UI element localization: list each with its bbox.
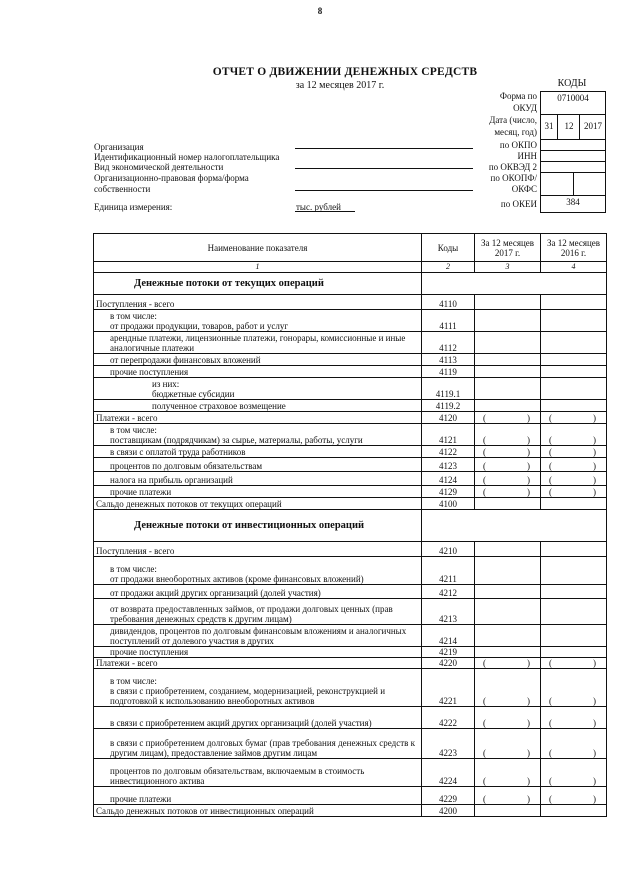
page-number: 8 [317,6,323,16]
col-num-4: 4 [541,262,607,273]
row-2016-cell [541,498,607,510]
row-2016-cell [541,658,607,669]
inn-label: Идентификационный номер налогоплательщика [94,152,280,162]
row-2016-cell [541,787,607,805]
table-row [94,366,607,378]
row-2016-cell [541,458,607,472]
okei-code: 384 [541,195,605,212]
row-2016-cell [541,446,607,458]
paren-cell [477,487,538,497]
row-2016-cell [541,400,607,412]
row-code: 4113 [422,354,475,366]
paren-open: ( [549,413,552,423]
paren-cell [477,776,538,786]
row-label-text: поставщикам (подрядчикам) за сырье, материалы, работы, услуги [110,435,363,445]
paren-close: ) [527,794,530,804]
row-label [94,310,422,332]
row-code: 4229 [422,787,475,805]
row-label-text: в связи с приобретением, созданием, модернизацией, реконструкцией и подготовкой к использованию внеоборотных активов [110,686,386,706]
legal-form-label-1: Организационно-правовая форма/форма [94,173,249,183]
paren-open: ( [549,435,552,445]
paren-cell [477,794,538,804]
table-row [94,658,607,669]
paren-open: ( [483,696,486,706]
row-2017-cell [475,295,541,310]
row-code: 4110 [422,295,475,310]
table-row [94,805,607,817]
activity-label: Вид экономической деятельности [94,162,224,172]
row-label: Платежи - всего [94,658,422,669]
form-label-1: Форма по [499,91,537,101]
column-number-row [94,262,607,273]
legal-form-label-2: собственности [94,184,151,194]
row-2017-cell [475,424,541,446]
row-2016-cell [541,669,607,707]
paren-close: ) [593,748,596,758]
row-label [94,378,422,400]
date-cells [541,114,605,139]
row-label: прочие платежи [94,486,422,498]
row-2016-cell [541,472,607,486]
row-code: 4223 [422,729,475,759]
row-2017-cell [475,472,541,486]
paren-close: ) [593,794,596,804]
row-2017-cell [475,412,541,424]
okei-label: по ОКЕИ [500,199,537,209]
org-label: Организация [94,142,144,152]
row-label: прочие платежи [94,787,422,805]
table-row [94,400,607,412]
row-code: 4224 [422,759,475,787]
paren-open: ( [483,776,486,786]
row-2017-cell [475,354,541,366]
paren-open: ( [483,475,486,485]
row-2016-cell [541,625,607,647]
row-2016-cell [541,557,607,585]
row-code: 4122 [422,446,475,458]
org-line [295,148,473,149]
table-row [94,295,607,310]
paren-close: ) [527,748,530,758]
codes-box [540,91,606,213]
row-2016-cell [541,310,607,332]
paren-close: ) [527,435,530,445]
row-label: прочие поступления [94,647,422,658]
date-label-1: Дата (число, [489,115,537,125]
row-2017-cell [475,729,541,759]
row-code: 4221 [422,669,475,707]
row-code: 4211 [422,557,475,585]
row-code: 4123 [422,458,475,472]
section-row [94,510,607,542]
paren-cell [477,658,538,668]
paren-close: ) [593,487,596,497]
row-2016-cell [541,486,607,498]
section-current-title: Денежные потоки от текущих операций [94,273,422,295]
paren-open: ( [483,435,486,445]
report-period: за 12 месяцев 2017 г. [295,80,385,91]
row-2017-cell [475,378,541,400]
row-label-text: от продажи продукции, товаров, работ и услуг [110,321,289,331]
row-label: Платежи - всего [94,412,422,424]
okpo-label: по ОКПО [499,140,537,150]
okopf-label-2: ОКФС [511,184,537,194]
table-row [94,542,607,557]
table-row [94,599,607,625]
inn-code-label: ИНН [517,151,537,161]
form-label-2: ОКУД [513,103,537,113]
row-code: 4213 [422,599,475,625]
row-2017-cell [475,658,541,669]
row-2016-cell [541,585,607,599]
paren-close: ) [593,658,596,668]
row-2017-cell [475,542,541,557]
row-code: 4219 [422,647,475,658]
row-code: 4100 [422,498,475,510]
row-2016-cell [541,805,607,817]
row-2016-cell [541,707,607,729]
row-2016-cell [541,412,607,424]
table-row [94,729,607,759]
row-2017-cell [475,707,541,729]
table-row [94,378,607,400]
row-label: от перепродажи финансовых вложений [94,354,422,366]
paren-cell [543,776,604,786]
col-num-1: 1 [94,262,422,273]
paren-cell [477,435,538,445]
row-prefix: из них: [152,379,180,389]
table-row [94,354,607,366]
activity-line [295,168,473,169]
row-label: в связи с оплатой труда работников [94,446,422,458]
table-header-row [94,234,607,262]
row-2016-cell [541,378,607,400]
row-code: 4119 [422,366,475,378]
row-2017-cell [475,669,541,707]
row-prefix: в том числе: [110,564,157,574]
table-row [94,486,607,498]
row-label: процентов по долговым обязательствам [94,458,422,472]
legal-form-line [295,190,473,191]
row-code: 4124 [422,472,475,486]
paren-open: ( [483,794,486,804]
row-2017-cell [475,599,541,625]
header-code: Коды [422,234,475,262]
paren-cell [477,461,538,471]
table-row [94,446,607,458]
table-row [94,625,607,647]
row-2016-cell [541,647,607,658]
unit-value: тыс. рублей [296,202,341,212]
row-label: арендные платежи, лицензионные платежи, гонорары, комиссионные и иные аналогичные платежи [94,332,422,354]
paren-cell [543,696,604,706]
row-2017-cell [475,625,541,647]
row-2016-cell [541,599,607,625]
paren-open: ( [483,447,486,457]
row-2017-cell [475,787,541,805]
row-prefix: в том числе: [110,425,157,435]
table-row [94,412,607,424]
paren-close: ) [527,718,530,728]
okud-code: 0710004 [557,93,589,103]
codes-header: КОДЫ [557,78,587,89]
row-label [94,424,422,446]
row-label [94,557,422,585]
row-2016-cell [541,424,607,446]
row-label: Поступления - всего [94,295,422,310]
paren-close: ) [527,487,530,497]
table-row [94,498,607,510]
header-name: Наименование показателя [94,234,422,262]
paren-close: ) [593,718,596,728]
row-2016-cell [541,295,607,310]
row-2017-cell [475,458,541,472]
cash-flow-table [93,233,607,817]
row-code: 4212 [422,585,475,599]
paren-cell [477,413,538,423]
row-label: в связи с приобретением долговых бумаг (прав требования денежных средств к другим лицам), предоставление займов другим лицам [94,729,422,759]
row-code: 4120 [422,412,475,424]
table-row [94,669,607,707]
header-2016: За 12 месяцев 2016 г. [541,234,607,262]
row-prefix: в том числе: [110,311,157,321]
paren-close: ) [593,435,596,445]
paren-open: ( [483,718,486,728]
row-2017-cell [475,647,541,658]
date-label-2: месяц, год) [494,127,537,137]
row-2016-cell [541,332,607,354]
paren-cell [477,475,538,485]
row-2016-cell [541,542,607,557]
row-2017-cell [475,759,541,787]
table-row [94,759,607,787]
row-prefix: в том числе: [110,676,157,686]
paren-close: ) [527,696,530,706]
section-invest-title: Денежные потоки от инвестиционных операций [94,510,422,542]
paren-open: ( [549,718,552,728]
paren-cell [477,447,538,457]
paren-close: ) [527,658,530,668]
paren-cell [477,718,538,728]
row-2017-cell [475,400,541,412]
table-row [94,585,607,599]
row-code: 4112 [422,332,475,354]
paren-open: ( [549,447,552,457]
report-title: ОТЧЕТ О ДВИЖЕНИИ ДЕНЕЖНЫХ СРЕДСТВ [212,66,478,78]
paren-close: ) [593,413,596,423]
table-row [94,647,607,658]
okfs-cell [573,173,606,196]
row-code: 4119.2 [422,400,475,412]
col-num-2: 2 [422,262,475,273]
table-row [94,707,607,729]
paren-open: ( [549,658,552,668]
paren-cell [543,748,604,758]
paren-close: ) [593,776,596,786]
paren-cell [543,794,604,804]
row-2017-cell [475,585,541,599]
date-month: 12 [557,115,580,139]
paren-cell [543,447,604,457]
row-2016-cell [541,759,607,787]
row-label: налога на прибыль организаций [94,472,422,486]
paren-open: ( [483,658,486,668]
paren-cell [543,487,604,497]
paren-open: ( [549,461,552,471]
paren-cell [543,658,604,668]
row-code: 4200 [422,805,475,817]
okved-label: по ОКВЭД 2 [488,162,537,172]
row-label: Сальдо денежных потоков от инвестиционных операций [94,805,422,817]
paren-close: ) [527,413,530,423]
row-label: процентов по долговым обязательствам, включаемым в стоимость инвестиционного актива [94,759,422,787]
row-2017-cell [475,805,541,817]
row-label: Поступления - всего [94,542,422,557]
unit-label: Единица измерения: [94,202,173,212]
paren-close: ) [593,461,596,471]
row-code: 4210 [422,542,475,557]
table-row [94,787,607,805]
row-label: Сальдо денежных потоков от текущих операций [94,498,422,510]
paren-cell [543,435,604,445]
paren-cell [543,461,604,471]
row-2017-cell [475,486,541,498]
row-code: 4111 [422,310,475,332]
okopf-label-1: по ОКОПФ/ [490,173,537,183]
paren-close: ) [593,447,596,457]
table-row [94,458,607,472]
header-2017: За 12 месяцев 2017 г. [475,234,541,262]
row-code: 4121 [422,424,475,446]
row-label: в связи с приобретением акций других организаций (долей участия) [94,707,422,729]
paren-open: ( [483,487,486,497]
row-code: 4220 [422,658,475,669]
table-row [94,557,607,585]
paren-open: ( [549,776,552,786]
row-label: от возврата предоставленных займов, от продажи долговых ценных (прав требования денежных средств к другим лицам) [94,599,422,625]
paren-cell [477,696,538,706]
row-label-text: от продажи внеоборотных активов (кроме финансовых вложений) [110,574,364,584]
paren-cell [543,718,604,728]
paren-close: ) [593,696,596,706]
unit-line [295,211,355,212]
table-row [94,472,607,486]
paren-open: ( [549,748,552,758]
paren-close: ) [527,475,530,485]
paren-open: ( [549,794,552,804]
paren-open: ( [483,461,486,471]
paren-close: ) [593,475,596,485]
date-year: 2017 [579,115,606,139]
row-label: полученное страховое возмещение [94,400,422,412]
paren-open: ( [483,748,486,758]
row-2016-cell [541,729,607,759]
paren-cell [543,413,604,423]
row-2017-cell [475,332,541,354]
row-code: 4129 [422,486,475,498]
row-label: дивидендов, процентов по долговым финансовым вложениям и аналогичных поступлений от долевого участия в других [94,625,422,647]
paren-close: ) [527,447,530,457]
row-2016-cell [541,366,607,378]
paren-cell [477,748,538,758]
row-label [94,669,422,707]
row-label: от продажи акций других организаций (долей участия) [94,585,422,599]
row-2017-cell [475,557,541,585]
table-row [94,332,607,354]
section-row [94,273,607,295]
okopf-cell [541,172,605,196]
row-2017-cell [475,446,541,458]
paren-cell [543,475,604,485]
row-2016-cell [541,354,607,366]
row-code: 4119.1 [422,378,475,400]
row-label-text: бюджетные субсидии [152,389,235,399]
paren-open: ( [549,696,552,706]
row-code: 4214 [422,625,475,647]
row-2017-cell [475,310,541,332]
row-label: прочие поступления [94,366,422,378]
date-day: 31 [544,121,554,131]
paren-open: ( [549,487,552,497]
row-code: 4222 [422,707,475,729]
col-num-3: 3 [475,262,541,273]
paren-close: ) [527,461,530,471]
paren-open: ( [549,475,552,485]
table-row [94,310,607,332]
paren-open: ( [483,413,486,423]
row-2017-cell [475,498,541,510]
table-row [94,424,607,446]
row-2017-cell [475,366,541,378]
paren-close: ) [527,776,530,786]
